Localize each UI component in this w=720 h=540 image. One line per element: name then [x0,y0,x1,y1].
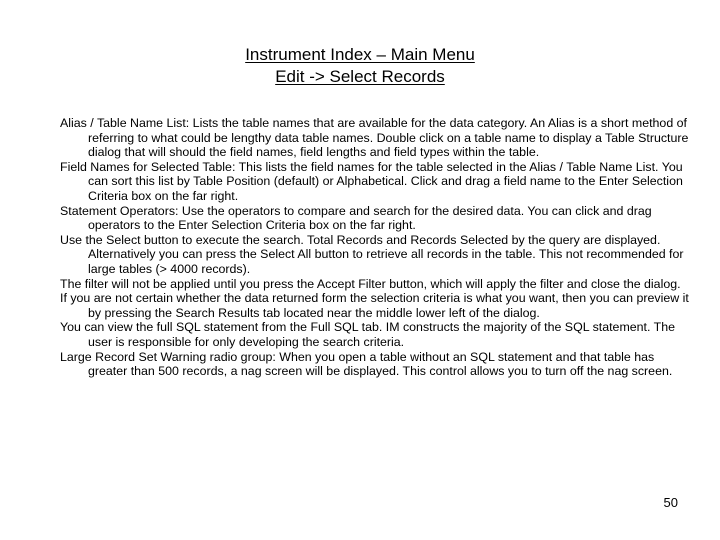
page-title [0,44,720,88]
paragraph-accept-filter: The filter will not be applied until you press the Accept Filter button, which will apply the filter and close the dialog. [60,276,681,291]
paragraph-search-results: If you are not certain whether the data returned form the selection criteria is what you want, then you can preview it by pressing the Search Results tab located near the middle lower left of the dialog. [60,291,689,320]
paragraph-field-names: Field Names for Selected Table: This lists the field names for the table selected in the Alias / Table Name List. You can sort this list by Table Position (default) or Alphabetical. Click and drag a field name to the Enter Selection Criteria box on the far right. [60,159,683,203]
paragraph-select-button: Use the Select button to execute the search. Total Records and Records Selected by the query are displayed. Alternatively you can press the Select All button to retrieve all records in the table. This not recommended for large tables (> 4000 records). [60,232,684,276]
paragraph-large-record-set: Large Record Set Warning radio group: When you open a table without an SQL statement and that table has greater than 500 records, a nag screen will be displayed. This control allows you to turn off the nag screen. [60,349,673,379]
paragraph-alias-table-name-list: Alias / Table Name List: Lists the table names that are available for the data category. An Alias is a short method of referring to what could be lengthy data table names. Double click on a table name to display a Table Structure dialog that will should the field names, field lengths and field types within the table. [60,116,689,160]
page-number: 50 [663,495,678,510]
title-line-2: Edit -> Select Records [275,67,445,86]
paragraph-statement-operators: Statement Operators: Use the operators to compare and search for the desired data. You can click and drag operators to the Enter Selection Criteria box on the far right. [60,203,652,233]
title-line-1: Instrument Index – Main Menu [245,45,475,64]
body-text [60,116,692,379]
paragraph-full-sql: You can view the full SQL statement from the Full SQL tab. IM constructs the majority of the SQL statement. The user is responsible for only developing the search criteria. [60,320,675,349]
